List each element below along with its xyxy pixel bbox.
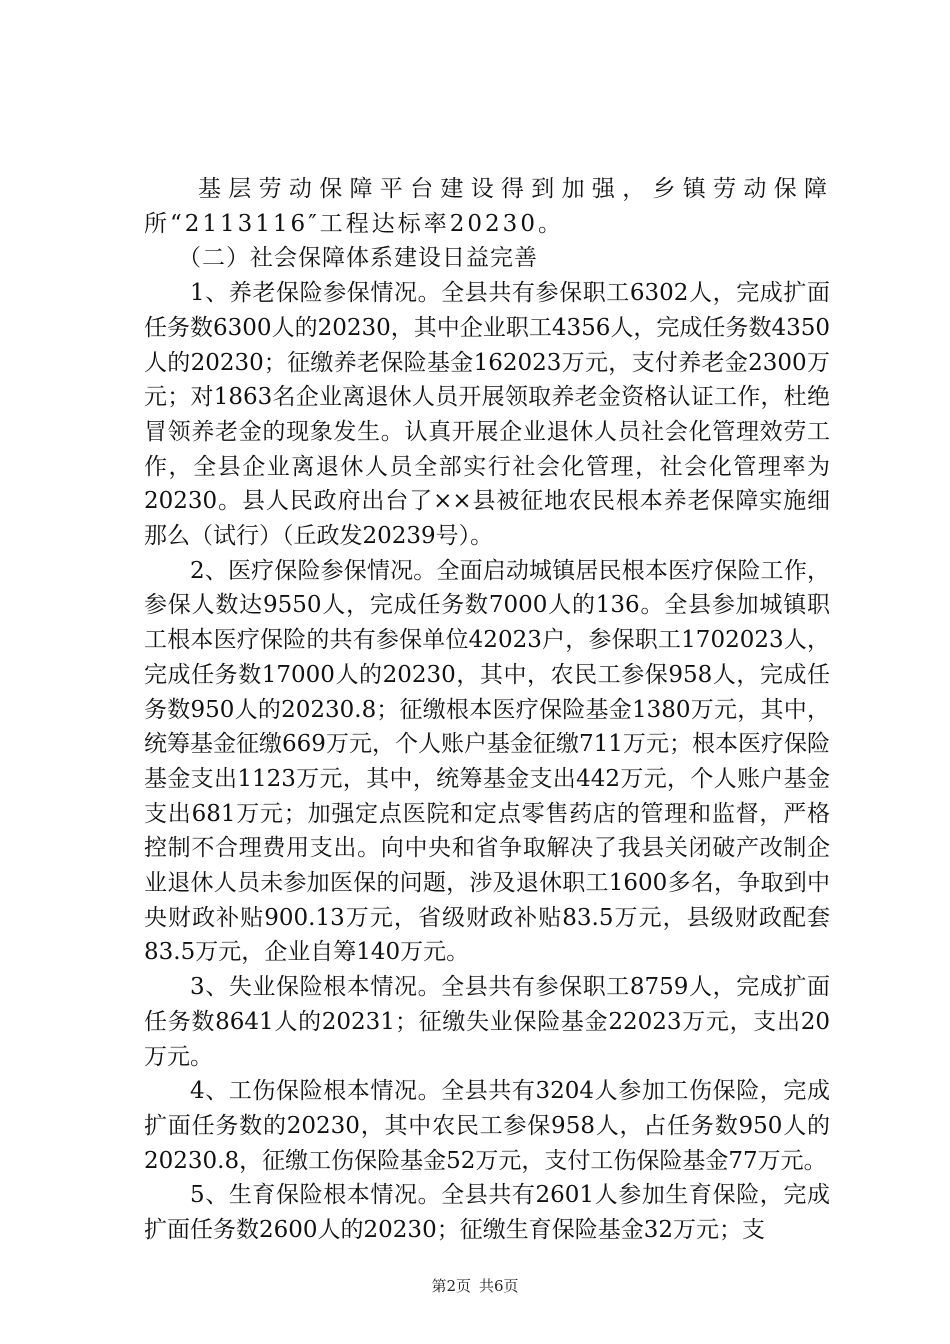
page-number: 第2页 — [431, 1277, 471, 1295]
paragraph-work-injury-insurance: 4、工伤保险根本情况。全县共有3204人参加工伤保险，完成扩面任务数的20230，其中农民工参保958人，占任务数950人的20230.8，征缴工伤保险基金52万元，支付工伤保险基金77万元。 — [144, 1078, 830, 1174]
intro-paragraph: 基层劳动保障平台建设得到加强，乡镇劳动保障所“2113116″工程达标率20230。 — [144, 176, 830, 237]
paragraph-medical-insurance: 2、医疗保险参保情况。全面启动城镇居民根本医疗保险工作，参保人数达9550人，完成任务数7000人的136。全县参加城镇职工根本医疗保险的共有参保单位42023户，参保职工1702023人，完成任务数17000人的20230，其中，农民工参保958人，完成任务数950人的20230.8；征缴根本医疗保险基金1380万元，其中，统筹基金征缴669万元，个人账户基金征缴711万元；根本医疗保险基金支出1123万元，其中，统筹基金支出442万元，个人账户基金支出681万元；加强定点医院和定点零售药店的管理和监督，严格控制不合理费用支出。向中央和省争取解决了我县关闭破产改制企业退休人员未参加医保的问题，涉及退休职工1600多名，争取到中央财政补贴900.13万元，省级财政补贴83.5万元，县级财政配套83.5万元，企业自筹140万元。 — [144, 557, 830, 966]
paragraph-pension-insurance: 1、养老保险参保情况。全县共有参保职工6302人，完成扩面任务数6300人的20230，其中企业职工4356人，完成任务数4350人的20230；征缴养老保险基金162023万元，支付养老金2300万元；对1863名企业离退休人员开展领取养老金资格认证工作，杜绝冒领养老金的现象发生。认真开展企业退休人员社会化管理效劳工作，全县企业离退休人员全部实行社会化管理，社会化管理率为20230。县人民政府出台了××县被征地农民根本养老保障实施细那么（试行）（丘政发20239号）。 — [144, 280, 830, 550]
section-heading: （二）社会保障体系建设日益完善 — [178, 245, 538, 272]
page-total: 共6页 — [479, 1277, 519, 1295]
paragraph-unemployment-insurance: 3、失业保险根本情况。全县共有参保职工8759人，完成扩面任务数8641人的20231；征缴失业保险基金22023万元，支出20万元。 — [144, 974, 830, 1070]
document-body — [144, 172, 830, 1248]
paragraph-maternity-insurance: 5、生育保险根本情况。全县共有2601人参加生育保险，完成扩面任务数2600人的20230；征缴生育保险基金32万元；支 — [144, 1182, 830, 1244]
page-footer — [0, 1276, 950, 1296]
